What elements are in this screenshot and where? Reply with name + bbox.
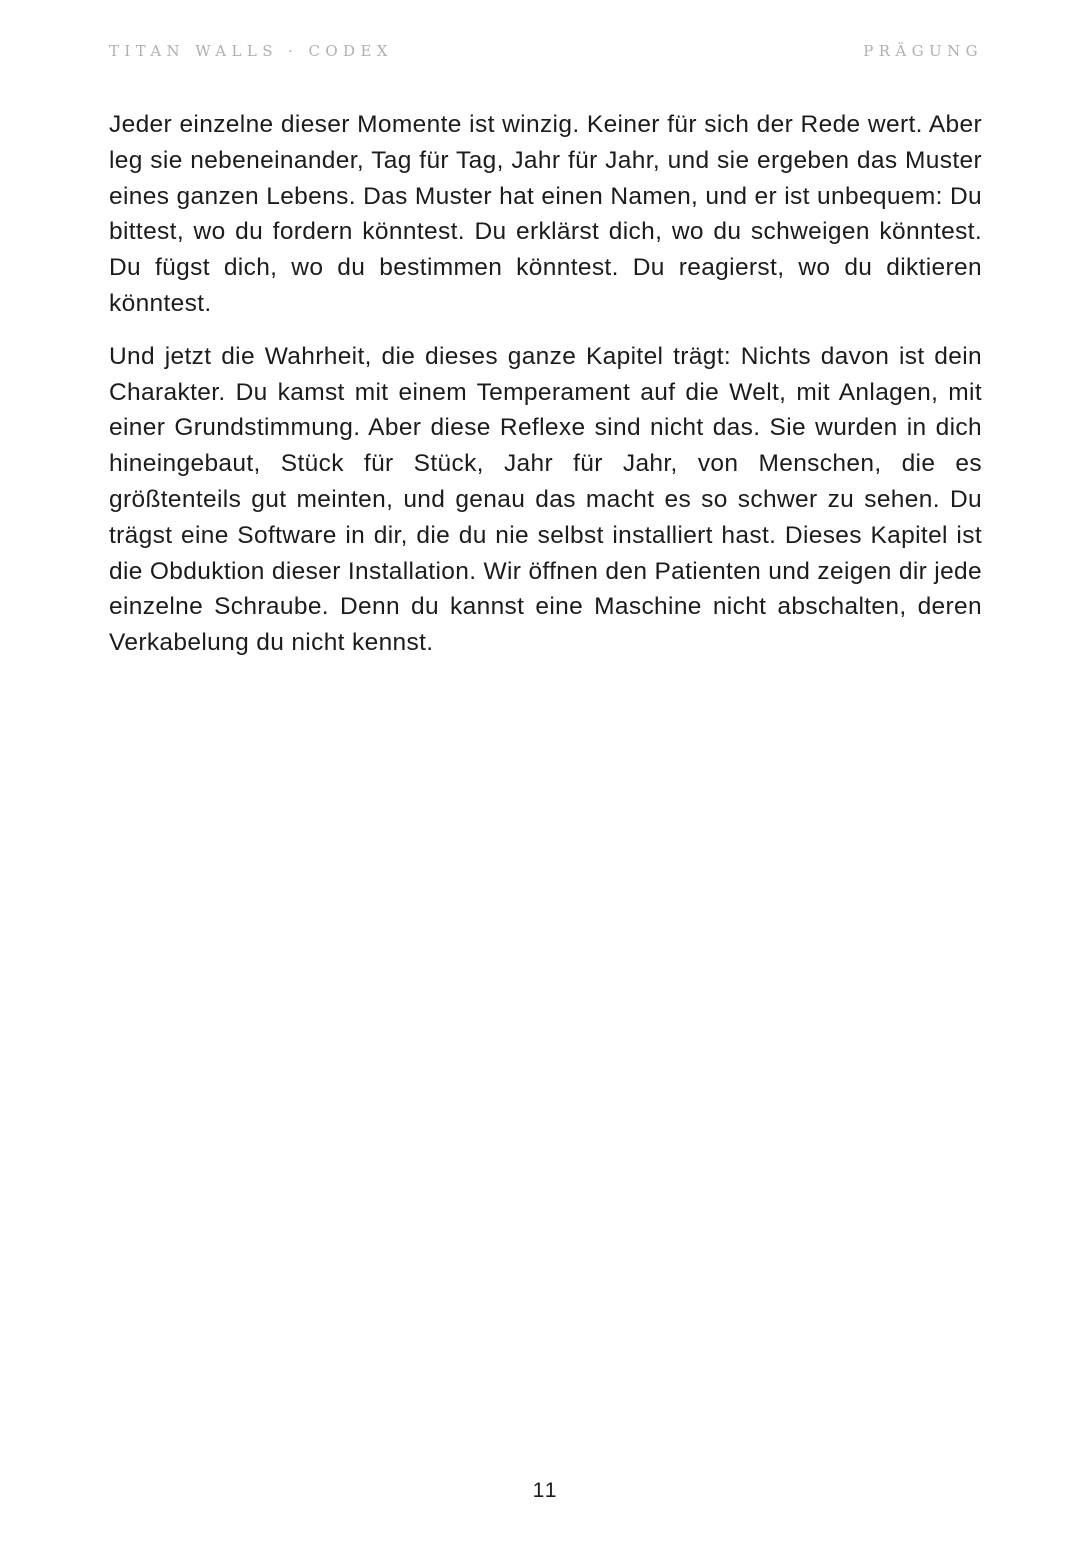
paragraph: Jeder einzelne dieser Momente ist winzig. Keiner für sich der Rede wert. Aber leg sie nebeneinander, Tag für Tag, Jahr für Jahr, und sie ergeben das Muster eines ganzen Lebens. Das Muster hat einen Namen, und er ist unbequem: Du bittest, wo du fordern könntest. Du erklärst dich, wo du schweigen könntest. Du fügst dich, wo du bestimmen könntest. Du reagierst, wo du diktieren könntest.	[109, 111, 982, 317]
body-text	[109, 107, 982, 678]
header-chapter-title: PRÄGUNG	[863, 42, 983, 60]
running-header	[109, 40, 983, 62]
header-book-title: TITAN WALLS · CODEX	[109, 42, 393, 60]
paragraph: Und jetzt die Wahrheit, die dieses ganze Kapitel trägt: Nichts davon ist dein Charakter. Du kamst mit einem Temperament auf die Welt, mit Anlagen, mit einer Grundstimmung. Aber diese Reflexe sind nicht das. Sie wurden in dich hineingebaut, Stück für Stück, Jahr für Jahr, von Menschen, die es größtenteils gut meinten, und genau das macht es so schwer zu sehen. Du trägst eine Software in dir, die du nie selbst installiert hast. Dieses Kapitel ist die Obduktion dieser Installation. Wir öffnen den Patienten und zeigen dir jede einzelne Schraube. Denn du kannst eine Maschine nicht abschalten, deren Verkabelung du nicht kennst.	[109, 342, 982, 657]
page-number: 11	[532, 1479, 559, 1502]
